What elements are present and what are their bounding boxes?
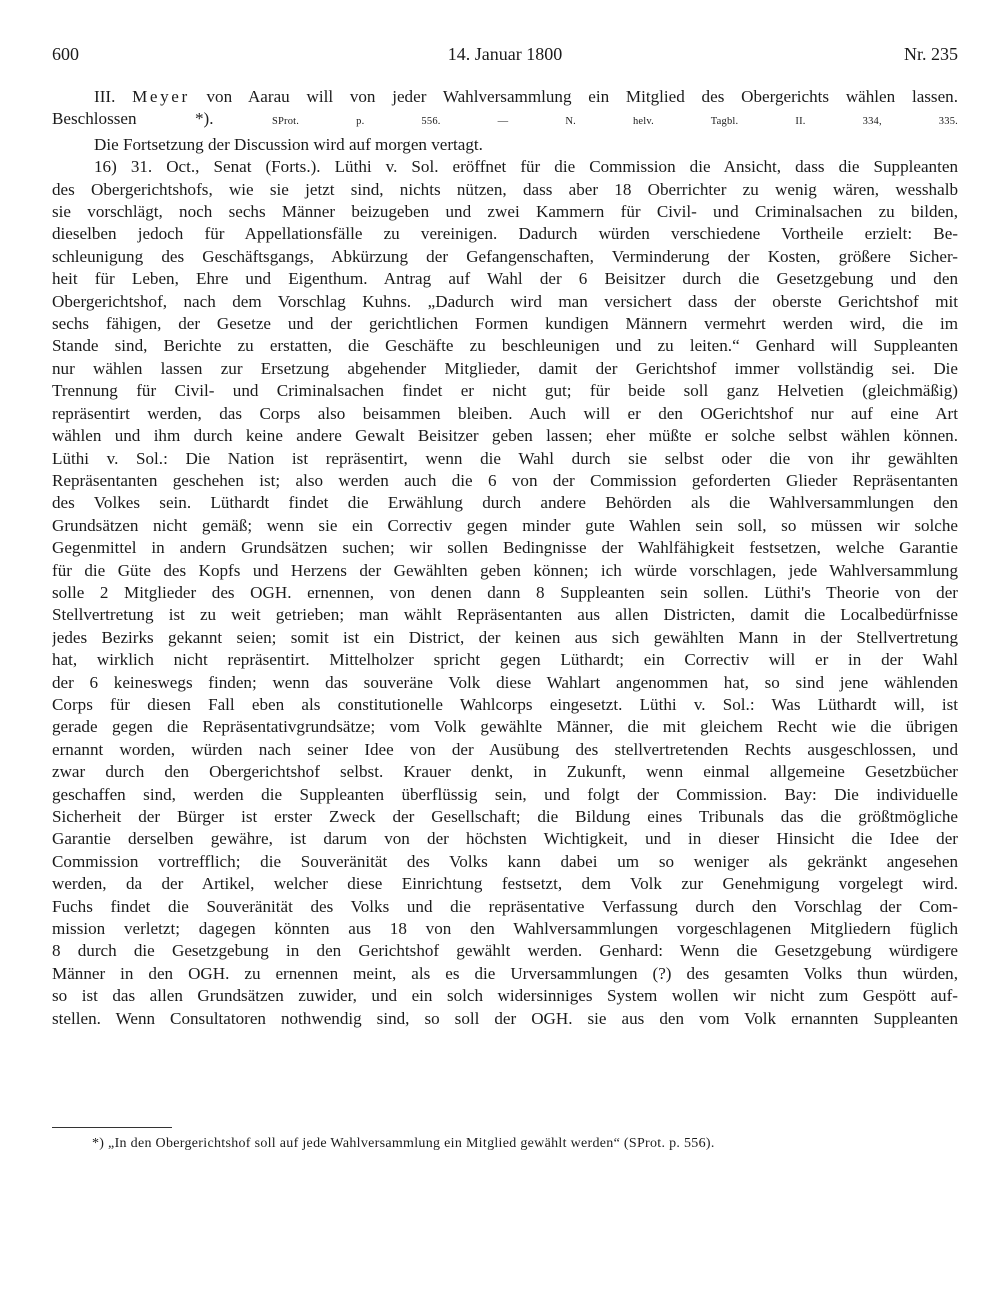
text-line: sie vorschlägt, noch sechs Männer beizugeben und zwei Kammern für Civil- und Criminalsachen zu bilden,: [52, 202, 958, 222]
text-line: dieselben jedoch für Appellationsfälle zu vereinigen. Dadurch würden verschiedene Vortheile erzielt: Be-: [52, 224, 958, 244]
text-line: mission verletzt; dagegen könnten aus 18 von den Wahlversammlungen vorgeschlagenen Mitgliedern füglich: [52, 919, 958, 939]
text-line: sechs fähigen, der Gesetze und der gerichtlichen Formen kundigen Männern vermehrt werden wird, die im: [52, 314, 958, 334]
adjournment-line: Die Fortsetzung der Discussion wird auf morgen vertagt.: [94, 134, 483, 154]
speaker-name: Meyer: [132, 87, 190, 106]
text-line: des Volkes sein. Lüthardt findet die Erwählung durch andere Behörden als die Wahlversammlungen den: [52, 493, 958, 513]
text-line: Corps für diesen Fall eben als constitutionelle Wahlcorps eingesetzt. Lüthi v. Sol.: Was Lüthardt will, ist: [52, 694, 958, 714]
text-line: repräsentirt werden, das Corps also beisammen bleiben. Auch will er den OGerichtshof nur auf eine Art: [52, 403, 958, 423]
text-line: nur wählen lassen zur Ersetzung abgehender Mitglieder, damit der Gerichtshof immer vollständig sei. Die: [52, 358, 958, 378]
text-line: Männer in den OGH. zu ernennen meint, als es die Urversammlungen (?) des gesamten Volks thun würden,: [52, 963, 958, 983]
text-line: Stellvertretung ist zu weit getrieben; man wählt Repräsentanten aus allen Districten, damit die Localbedürfnisse: [52, 605, 958, 625]
debate-lines: [52, 156, 958, 1030]
text-line: Obergerichtshof, nach dem Vorschlag Kuhns. „Dadurch wird man versichert dass der oberste Gerichtshof mit: [52, 291, 958, 311]
document-number: Nr. 235: [904, 44, 958, 64]
header-date: 14. Januar 1800: [447, 44, 563, 64]
text-line: des Obergerichtshofs, wie sie jetzt sind, nichts nützen, dass aber 18 Oberrichter zu wenig wären, wesshalb: [52, 179, 958, 199]
resolution-text: Beschlossen *).: [52, 109, 214, 129]
text-line: stellen. Wenn Consultatoren nothwendig sind, so soll der OGH. sie aus den vom Volk ernannten Suppleanten: [52, 1008, 958, 1028]
text-line: ernannt worden, würden nach seiner Idee von der Ausübung des stellvertretenden Rechts ausgeschlossen, und: [52, 739, 958, 759]
text-line: zwar durch den Obergerichtshof selbst. Krauer denkt, in Zukunft, wenn einmal allgemeine Gesetzbücher: [52, 762, 958, 782]
source-reference: SProt. p. 556. — N. helv. Tagbl. II. 334, 335.: [271, 116, 958, 128]
footnote-rule: [52, 1127, 172, 1128]
text-line: Garantie derselben gewähre, ist darum von der höchsten Wichtigkeit, und in dieser Hinsicht die Idee der: [52, 829, 958, 849]
page-number: 600: [52, 44, 79, 64]
text-line: Lüthi v. Sol.: Die Nation ist repräsentirt, wenn die Wahl durch sie selbst oder die von ihr gewählten: [52, 448, 958, 468]
text-line: 8 durch die Gesetzgebung in den Gerichtshof gewählt werden. Genhard: Wenn die Gesetzgebung würdigere: [52, 941, 958, 961]
text-line: hat, wirklich nicht repräsentirt. Mittelholzer spricht gegen Lüthardt; ein Correctiv will er in der Wahl: [52, 650, 958, 670]
text-line: Trennung für Civil- und Criminalsachen findet er nicht gut; für beide soll ganz Helvetien (gleichmäßig): [52, 381, 958, 401]
running-header: [52, 44, 958, 74]
text-line: Sicherheit der Bürger ist erster Zweck der Gesellschaft; die Bildung eines Tribunals das die größtmögliche: [52, 807, 958, 826]
text-line: Stande sind, Berichte zu erstatten, die Geschäfte zu beschleunigen und zu leiten.“ Genhard will Suppleanten: [52, 336, 958, 356]
body-text: [52, 86, 958, 1030]
text-line: der 6 keineswegs finden; wenn das souveräne Volk diese Wahlart angenommen hat, so sind jene wählenden: [52, 672, 958, 692]
text-line: solle 2 Mitglieder des OGH. ernennen, von denen dann 8 Suppleanten sein sollen. Lüthi's Theorie von der: [52, 582, 958, 602]
text-line: Gegenmittel in andern Grundsätzen suchen; wir sollen Bedingnisse der Wahlfähigkeit festsetzen, welche Garantie: [52, 538, 958, 558]
text-line: für die Güte des Kopfs und Herzens der Gewählten geben können; ich würde vorschlagen, jede Wahlversammlung: [52, 560, 958, 580]
text-line: Commission vortrefflich; die Souveränität des Volks kann dabei um so weniger als gekränkt angesehen: [52, 851, 958, 871]
text-line: Repräsentanten geschehen ist; also werden auch die 6 von der Commission geforderten Glieder Repräsentanten: [52, 470, 958, 490]
paragraph-iii-text: von Aarau will von jeder Wahlversammlung ein Mitglied des Obergerichts wählen lassen.: [189, 87, 958, 106]
text-line: gerade gegen die Repräsentativgrundsätze; vom Volk gewählte Männer, die mit gleichem Recht wie die übrigen: [52, 717, 958, 737]
text-line: Fuchs findet die Souveränität des Volks und die repräsentative Verfassung durch den Vorschlag der Com-: [52, 896, 958, 916]
text-line: werden, da der Artikel, welcher diese Einrichtung festsetzt, dem Volk zur Genehmigung vorgelegt wird.: [52, 874, 958, 894]
paragraph-iii-line-2: [52, 108, 958, 133]
text-line: geschaffen sind, werden die Suppleanten überflüssig sein, und folgt der Commission. Bay: Die individuelle: [52, 784, 958, 804]
text-line: so ist das allen Grundsätzen zuwider, und ein solch widersinniges System wollen wir nicht zum Gespött auf-: [52, 986, 958, 1006]
paragraph-iii-line-1: [52, 86, 958, 108]
text-line: schleunigung des Geschäftsgangs, Abkürzung der Gefangenschaften, Verminderung der Kosten, größere Sicher-: [52, 246, 958, 266]
footnote: *) „In den Obergerichtshof soll auf jede Wahlversammlung ein Mitglied gewählt werden“ (SProt. p. 556).: [92, 1136, 715, 1151]
text-line: 16) 31. Oct., Senat (Forts.). Lüthi v. Sol. eröffnet für die Commission die Ansicht, dass die Suppleanten: [94, 157, 958, 177]
text-line: Grundsätzen nicht gemäß; wenn sie ein Correctiv gegen minder gute Wahlen sein soll, so müssen wir solche: [52, 515, 958, 535]
text-line: heit für Leben, Ehre und Eigenthum. Antrag auf Wahl der 6 Beisitzer durch die Gesetzgebung und den: [52, 269, 958, 289]
text-line: jedes Bezirks gekannt seien; somit ist ein District, der keinen aus sich gewählten Mann in der Stellvertretung: [52, 627, 958, 647]
text-line: wählen und ihm durch keine andere Gewalt Beisitzer geben lassen; eher müßte er solche selbst wählen können.: [52, 426, 958, 446]
roman-numeral: III.: [94, 87, 116, 106]
